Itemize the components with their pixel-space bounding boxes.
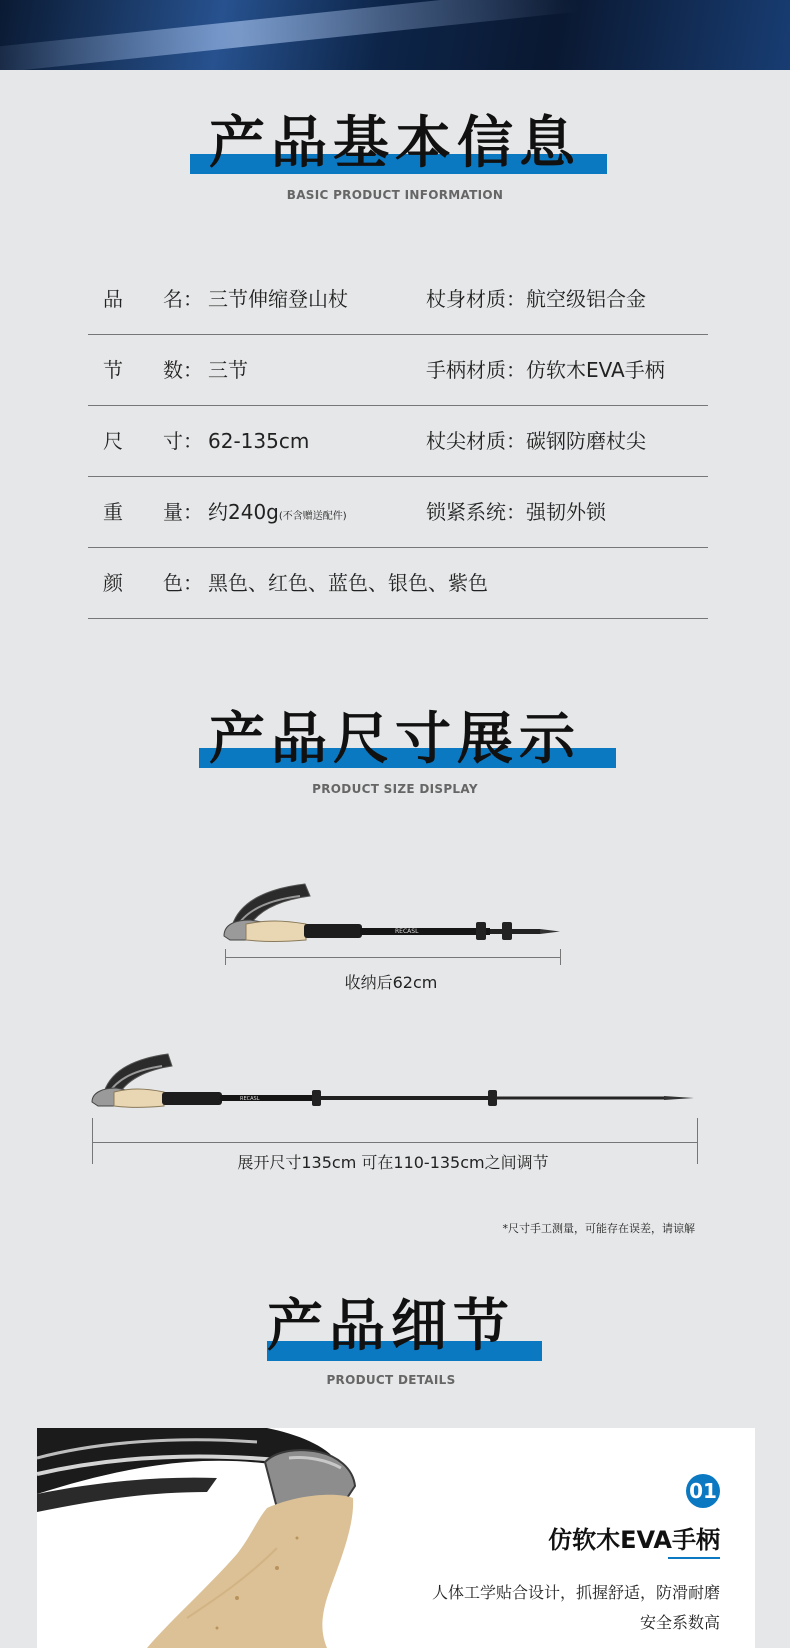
- section-subtitle-text: BASIC PRODUCT INFORMATION: [286, 188, 504, 202]
- spec-row: [88, 264, 708, 335]
- spec-value: 强韧外锁: [526, 500, 606, 524]
- extended-size-label: 展开尺寸135cm 可在110-135cm之间调节: [237, 1153, 549, 1172]
- spec-row: [88, 335, 708, 406]
- banner-light-streak: [0, 0, 580, 70]
- spec-label: 杖身材质：: [426, 287, 526, 311]
- spec-value: 三节伸缩登山杖: [208, 287, 348, 311]
- spec-value-note: (不含赠送配件): [278, 511, 347, 522]
- section-title-product-details: [0, 1293, 790, 1413]
- spec-row: [88, 406, 708, 477]
- extended-dimension-line: [92, 1142, 698, 1143]
- spec-value: 约240g: [208, 500, 279, 524]
- section-title-text: 产品细节: [267, 1294, 515, 1359]
- spec-value: 碳钢防磨杖尖: [526, 429, 646, 453]
- extended-pole-image: [0, 1050, 790, 1120]
- detail-title: 仿软木EVA手柄: [548, 1526, 720, 1554]
- spec-label: 颜 色：: [103, 571, 203, 595]
- spec-label: 尺 寸：: [103, 429, 203, 453]
- collapsed-dimension-line: [225, 957, 561, 958]
- spec-value: 黑色、红色、蓝色、银色、紫色: [208, 571, 488, 595]
- spec-value: 三节: [208, 358, 248, 382]
- spec-label: 手柄材质：: [426, 358, 526, 382]
- section-title-basic-info: [0, 108, 790, 228]
- spec-value: 62-135cm: [208, 429, 310, 453]
- section-title-size-display: [0, 708, 790, 828]
- section-subtitle-text: PRODUCT DETAILS: [326, 1373, 456, 1387]
- handle-closeup-image: [37, 1428, 457, 1648]
- brand-mark: RECASL: [240, 1096, 260, 1102]
- spec-value: 航空级铝合金: [526, 287, 646, 311]
- spec-label: 重 量：: [103, 500, 203, 524]
- collapsed-pole-image: [0, 870, 790, 950]
- detail-description-line: 人体工学贴合设计，抓握舒适，防滑耐磨: [431, 1583, 720, 1602]
- detail-number-underline: [668, 1557, 720, 1559]
- spec-row: [88, 477, 708, 548]
- spec-label: 杖尖材质：: [426, 429, 526, 453]
- dimension-tick: [225, 949, 226, 965]
- detail-number-badge: 01: [686, 1474, 720, 1508]
- spec-table: [88, 264, 708, 619]
- section-title-text: 产品基本信息: [209, 111, 581, 176]
- spec-label: 品 名：: [103, 287, 203, 311]
- spec-row: [88, 548, 708, 619]
- measurement-note: *尺寸手工测量，可能存在误差，请谅解: [502, 1222, 695, 1235]
- section-title-text: 产品尺寸展示: [209, 707, 581, 772]
- spec-value: 仿软木EVA手柄: [526, 358, 665, 382]
- top-banner: [0, 0, 790, 70]
- spec-label: 节 数：: [103, 358, 203, 382]
- brand-mark: RECASL: [395, 928, 419, 935]
- dimension-tick: [560, 949, 561, 965]
- section-subtitle-text: PRODUCT SIZE DISPLAY: [312, 782, 478, 796]
- detail-description-line: 安全系数高: [639, 1613, 720, 1632]
- spec-label: 锁紧系统：: [426, 500, 526, 524]
- collapsed-size-label: 收纳后62cm: [344, 973, 438, 992]
